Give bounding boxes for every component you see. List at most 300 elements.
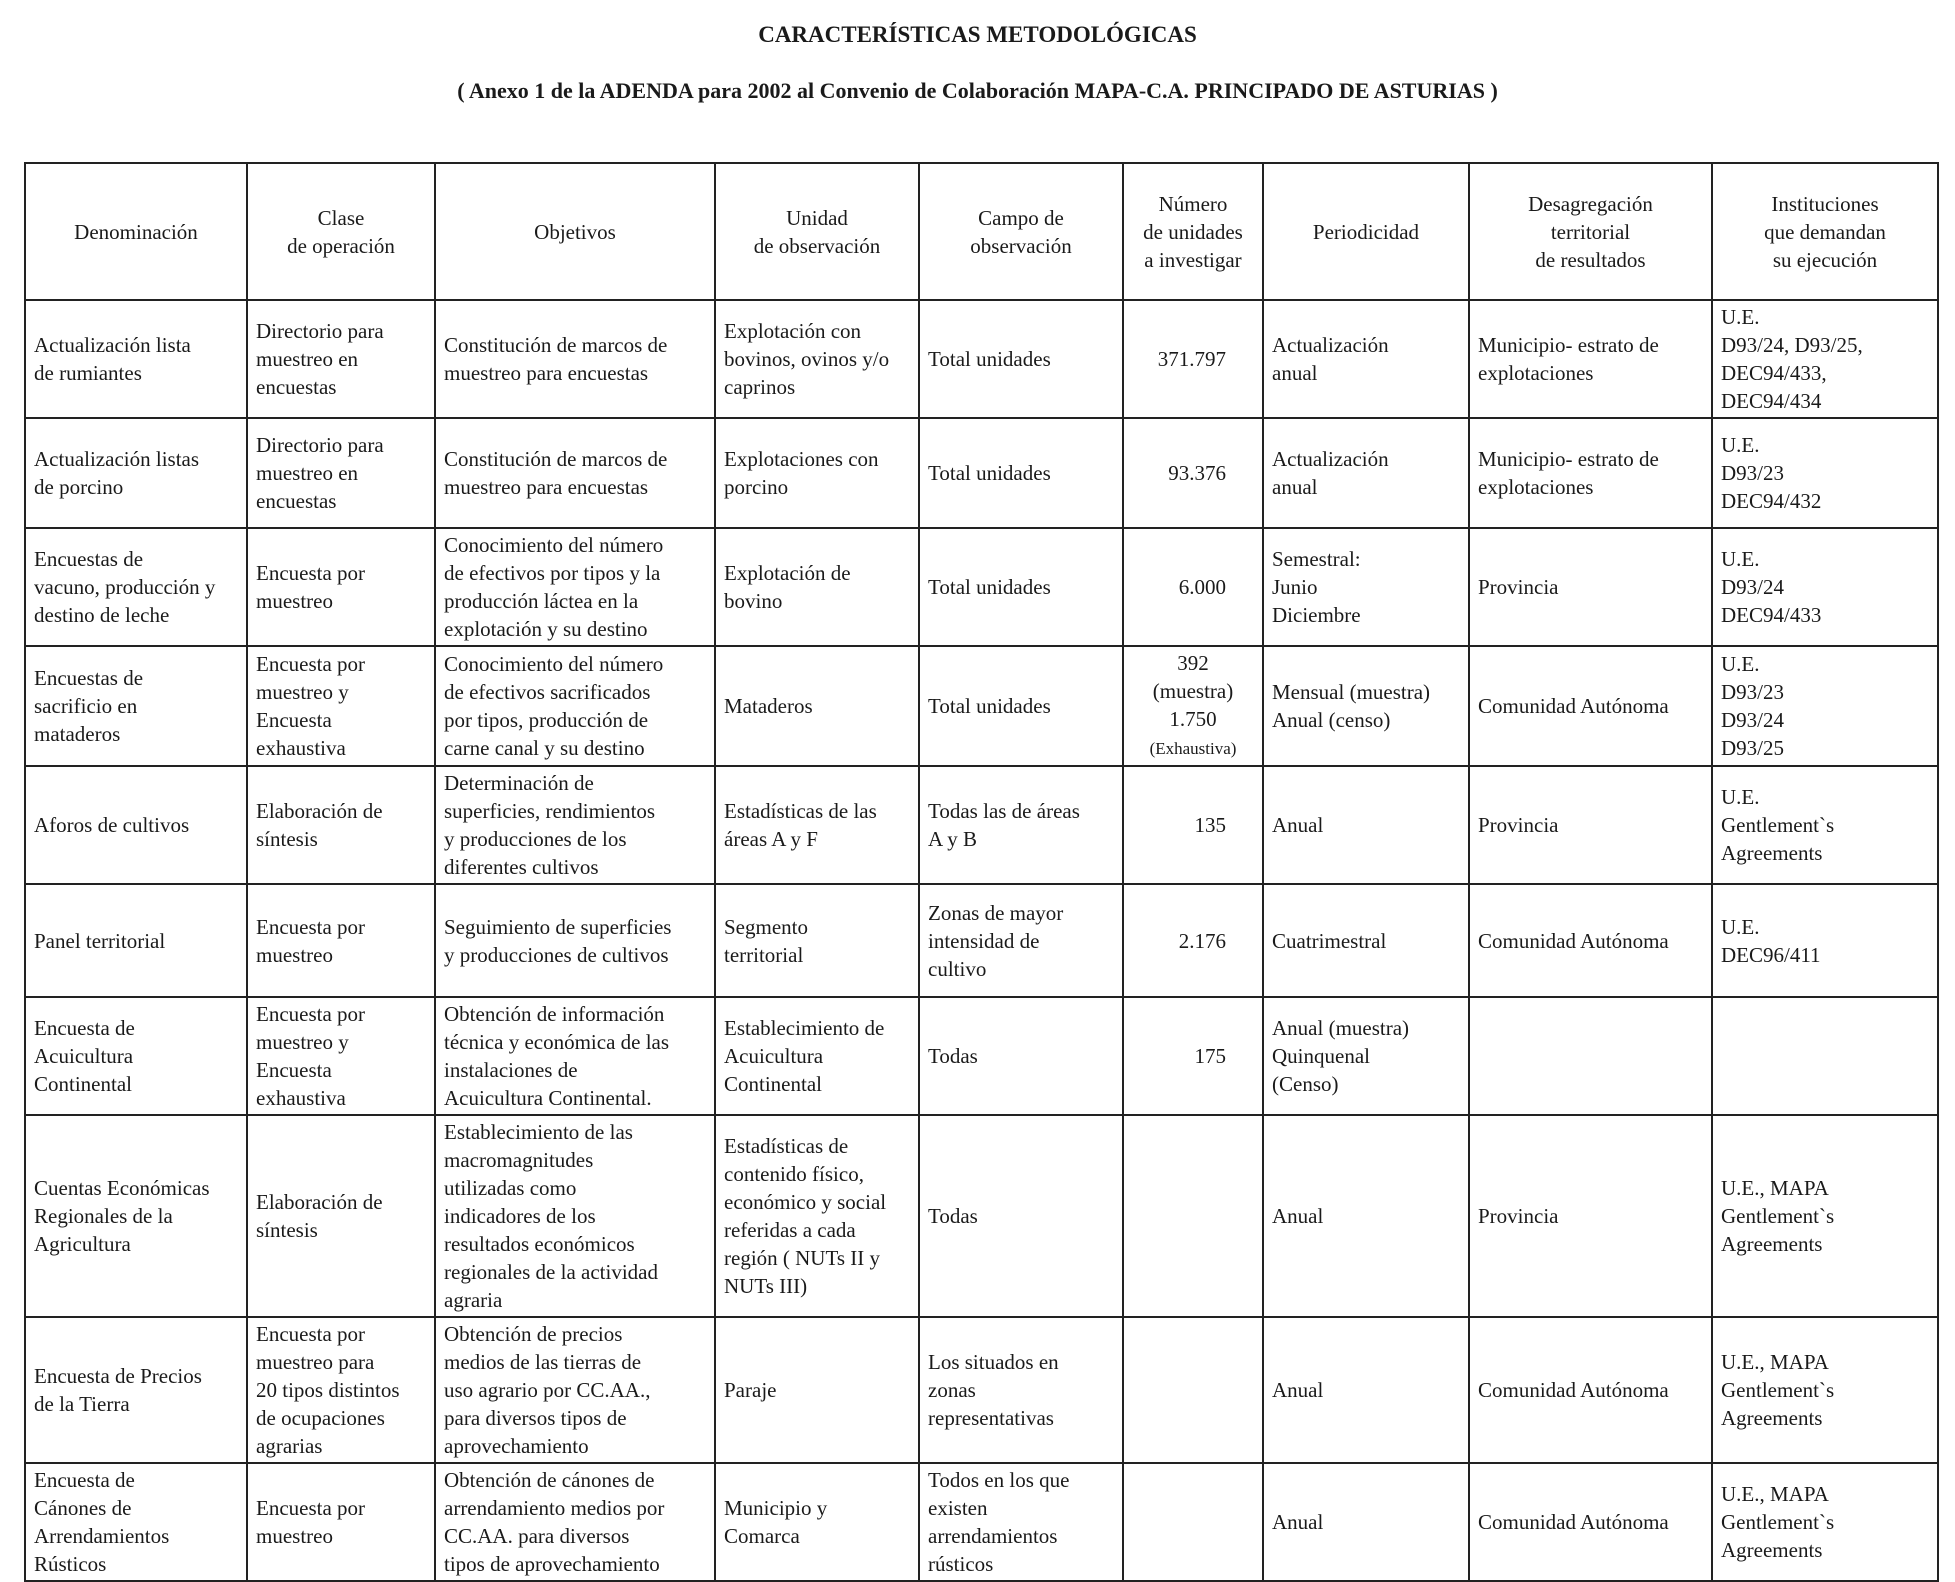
cell-line: 1.750 xyxy=(1169,707,1217,731)
column-header-unidad xyxy=(715,163,919,300)
table-row xyxy=(25,1317,1938,1463)
cell-line: que demandan xyxy=(1764,219,1886,244)
cell-line: D93/23 xyxy=(1721,680,1784,704)
cell-line: DEC94/432 xyxy=(1721,489,1822,513)
column-header-periodicidad xyxy=(1263,163,1469,300)
cell-line: Cuentas Económicas xyxy=(34,1176,210,1200)
cell-clase xyxy=(247,766,435,884)
cell-line: Gentlement`s xyxy=(1721,813,1835,837)
cell-line: bovinos, ovinos y/o xyxy=(724,347,890,371)
cell-line: Municipio y xyxy=(724,1496,828,1520)
cell-line: muestreo y xyxy=(256,680,349,704)
cell-instituciones xyxy=(1712,884,1938,997)
cell-line: encuestas xyxy=(256,489,337,513)
cell-line: para diversos tipos de xyxy=(444,1406,627,1430)
cell-line: agraria xyxy=(444,1288,503,1312)
cell-line: región ( NUTs II y xyxy=(724,1246,880,1270)
table-row xyxy=(25,1463,1938,1581)
cell-line: de observación xyxy=(753,233,881,258)
cell-line: Actualización xyxy=(1272,447,1389,471)
cell-line: áreas A y F xyxy=(724,827,818,851)
cell-campo xyxy=(919,528,1123,646)
cell-line: Gentlement`s xyxy=(1721,1510,1835,1534)
cell-line: Instituciones xyxy=(1771,191,1879,216)
cell-line: utilizadas como xyxy=(444,1176,577,1200)
cell-line: encuestas xyxy=(256,375,337,399)
cell-line: Semestral: xyxy=(1272,547,1361,571)
cell-line: U.E., MAPA xyxy=(1721,1482,1829,1506)
cell-line: Actualización lista xyxy=(34,333,191,357)
cell-line: 20 tipos distintos xyxy=(256,1378,400,1402)
cell-line: representativas xyxy=(928,1406,1054,1430)
cell-line: Gentlement`s xyxy=(1721,1204,1835,1228)
cell-line: medios de las tierras de xyxy=(444,1350,642,1374)
cell-line: a investigar xyxy=(1144,247,1242,272)
cell-line: DEC94/433, xyxy=(1721,361,1827,385)
cell-campo xyxy=(919,418,1123,528)
cell-line: muestreo xyxy=(256,1524,333,1548)
cell-line: Objetivos xyxy=(534,219,616,244)
table-row xyxy=(25,418,1938,528)
cell-line: instalaciones de xyxy=(444,1058,578,1082)
cell-line: Diciembre xyxy=(1272,603,1361,627)
cell-unidad xyxy=(715,646,919,766)
cell-line: Denominación xyxy=(74,219,198,244)
cell-denominacion xyxy=(25,528,247,646)
cell-line: DEC94/434 xyxy=(1721,389,1822,413)
cell-line: Estadísticas de xyxy=(724,1134,849,1158)
cell-line: macromagnitudes xyxy=(444,1148,594,1172)
cell-line: U.E. xyxy=(1721,547,1760,571)
cell-line: Desagregación xyxy=(1528,191,1653,216)
cell-line: Total unidades xyxy=(928,347,1051,371)
table-row xyxy=(25,300,1938,418)
cell-periodicidad xyxy=(1263,528,1469,646)
cell-line: Acuicultura xyxy=(724,1044,824,1068)
cell-line: U.E., MAPA xyxy=(1721,1350,1829,1374)
cell-line: Total unidades xyxy=(928,575,1051,599)
table-row xyxy=(25,528,1938,646)
cell-line: bovino xyxy=(724,589,783,613)
cell-line: Municipio- estrato de xyxy=(1478,333,1659,357)
cell-line: Mensual (muestra) xyxy=(1272,680,1431,704)
cell-instituciones xyxy=(1712,766,1938,884)
cell-line: uso agrario por CC.AA., xyxy=(444,1378,651,1402)
cell-line: Encuesta de xyxy=(34,1016,135,1040)
cell-line: Elaboración de xyxy=(256,1190,383,1214)
cell-line: Establecimiento de xyxy=(724,1016,885,1040)
cell-instituciones xyxy=(1712,997,1938,1115)
cell-line: Comarca xyxy=(724,1524,800,1548)
cell-denominacion xyxy=(25,300,247,418)
cell-line: D93/25 xyxy=(1721,736,1784,760)
cell-clase xyxy=(247,1317,435,1463)
cell-line: Todas xyxy=(928,1204,978,1228)
cell-line: Establecimiento de las xyxy=(444,1120,633,1144)
cell-instituciones xyxy=(1712,1115,1938,1317)
cell-line: Encuesta por xyxy=(256,1496,366,1520)
cell-line: Constitución de marcos de xyxy=(444,333,668,357)
cell-line: Todos en los que xyxy=(928,1468,1070,1492)
cell-desagregacion xyxy=(1469,418,1712,528)
cell-line: Actualización listas xyxy=(34,447,200,471)
cell-line: Continental xyxy=(724,1072,822,1096)
cell-line: superficies, rendimientos xyxy=(444,799,656,823)
cell-line: de ocupaciones xyxy=(256,1406,385,1430)
cell-line: NUTs III) xyxy=(724,1274,808,1298)
cell-line: 392 xyxy=(1177,651,1209,675)
cell-line: U.E. xyxy=(1721,305,1760,329)
cell-instituciones xyxy=(1712,528,1938,646)
cell-campo xyxy=(919,997,1123,1115)
cell-line: de efectivos por tipos y la xyxy=(444,561,661,585)
cell-line: síntesis xyxy=(256,827,318,851)
cell-line: y producciones de cultivos xyxy=(444,942,669,967)
cell-line: vacuno, producción y xyxy=(34,575,216,599)
cell-line: Quinquenal xyxy=(1272,1044,1370,1068)
cell-line: CC.AA. para diversos xyxy=(444,1524,630,1548)
cell-line: Comunidad Autónoma xyxy=(1478,1510,1669,1534)
cell-line: Clase xyxy=(317,205,365,230)
cell-unidad xyxy=(715,884,919,997)
cell-line: Los situados en xyxy=(928,1350,1059,1374)
cell-line: intensidad de xyxy=(928,928,1040,953)
cell-objetivos xyxy=(435,418,715,528)
cell-campo xyxy=(919,646,1123,766)
cell-line: Junio xyxy=(1272,575,1318,599)
cell-unidad xyxy=(715,300,919,418)
cell-line: anual xyxy=(1272,361,1318,385)
cell-line: mataderos xyxy=(34,722,121,746)
cell-line: Encuesta por xyxy=(256,561,366,585)
cell-line: de operación xyxy=(287,233,395,258)
cell-line: Panel territorial xyxy=(34,928,166,953)
cell-clase xyxy=(247,300,435,418)
cell-line: Determinación de xyxy=(444,771,594,795)
cell-numero xyxy=(1123,300,1263,418)
cell-line: Mataderos xyxy=(724,694,813,718)
cell-line: muestreo en xyxy=(256,461,359,485)
cell-line: U.E. xyxy=(1721,652,1760,676)
cell-desagregacion xyxy=(1469,300,1712,418)
cell-line: explotaciones xyxy=(1478,361,1594,385)
cell-line: Encuestas de xyxy=(34,547,144,571)
cell-line: Explotaciones con xyxy=(724,447,879,471)
cell-campo xyxy=(919,1463,1123,1581)
cell-line: existen xyxy=(928,1496,988,1520)
cell-line: Obtención de información xyxy=(444,1002,665,1026)
cell-line: aprovechamiento xyxy=(444,1434,589,1458)
cell-objetivos xyxy=(435,1317,715,1463)
cell-desagregacion xyxy=(1469,528,1712,646)
cell-line: Acuicultura xyxy=(34,1044,134,1068)
cell-numero xyxy=(1123,528,1263,646)
cell-line: Encuesta por xyxy=(256,914,366,939)
cell-line: exhaustiva xyxy=(256,736,346,760)
cell-line: observación xyxy=(970,233,1072,258)
cell-line: A y B xyxy=(928,827,978,851)
cell-line: DEC96/411 xyxy=(1721,942,1821,967)
cell-line: Unidad xyxy=(786,205,848,230)
cell-line: Total unidades xyxy=(928,694,1051,718)
cell-line: Conocimiento del número xyxy=(444,652,664,676)
cell-line: Continental xyxy=(34,1072,132,1096)
cell-line: Regionales de la xyxy=(34,1204,173,1228)
cell-line: D93/23 xyxy=(1721,461,1784,485)
cell-line: 2.176 xyxy=(1178,928,1226,953)
cell-objetivos xyxy=(435,1463,715,1581)
cell-line: rústicos xyxy=(928,1552,994,1576)
cell-desagregacion xyxy=(1469,766,1712,884)
cell-line: Provincia xyxy=(1478,813,1559,837)
cell-numero xyxy=(1123,1463,1263,1581)
cell-denominacion xyxy=(25,1317,247,1463)
cell-line: porcino xyxy=(724,475,789,499)
cell-line: Encuesta por xyxy=(256,1322,366,1346)
cell-line: Comunidad Autónoma xyxy=(1478,928,1669,953)
cell-line: Anual xyxy=(1272,1510,1324,1534)
cell-unidad xyxy=(715,1115,919,1317)
cell-desagregacion xyxy=(1469,997,1712,1115)
cell-denominacion xyxy=(25,418,247,528)
cell-line: síntesis xyxy=(256,1218,318,1242)
cell-periodicidad xyxy=(1263,997,1469,1115)
page-title: CARACTERÍSTICAS METODOLÓGICAS xyxy=(758,22,1197,47)
cell-numero xyxy=(1123,1317,1263,1463)
cell-line: Paraje xyxy=(724,1378,777,1402)
cell-periodicidad xyxy=(1263,884,1469,997)
cell-line: Periodicidad xyxy=(1312,219,1420,244)
cell-line: Actualización xyxy=(1272,333,1389,357)
cell-line: muestreo xyxy=(256,942,333,967)
cell-objetivos xyxy=(435,300,715,418)
cell-clase xyxy=(247,646,435,766)
cell-line: Obtención de cánones de xyxy=(444,1468,655,1492)
cell-line: Estadísticas de las xyxy=(724,799,877,823)
cell-line: Cuatrimestral xyxy=(1272,928,1387,953)
cell-line: Conocimiento del número xyxy=(444,533,664,557)
cell-line: Cánones de xyxy=(34,1496,132,1520)
cell-line: de la Tierra xyxy=(34,1392,130,1416)
cell-line: Constitución de marcos de xyxy=(444,447,668,471)
cell-line: muestreo y xyxy=(256,1030,349,1054)
cell-line: sacrificio en xyxy=(34,694,138,718)
cell-line: Gentlement`s xyxy=(1721,1378,1835,1402)
cell-line: territorial xyxy=(1550,219,1631,244)
cell-line: muestreo para encuestas xyxy=(444,475,649,499)
table-row xyxy=(25,646,1938,766)
cell-line: carne canal y su destino xyxy=(444,736,645,760)
cell-line: de efectivos sacrificados xyxy=(444,680,651,704)
cell-clase xyxy=(247,884,435,997)
cell-line: 371.797 xyxy=(1157,347,1226,371)
cell-line: Elaboración de xyxy=(256,799,383,823)
cell-line: cultivo xyxy=(928,956,987,981)
table-row xyxy=(25,766,1938,884)
cell-line: Encuesta por xyxy=(256,652,366,676)
cell-campo xyxy=(919,884,1123,997)
cell-clase xyxy=(247,418,435,528)
cell-objetivos xyxy=(435,766,715,884)
cell-line: Directorio para xyxy=(256,433,384,457)
cell-line: Comunidad Autónoma xyxy=(1478,694,1669,718)
cell-periodicidad xyxy=(1263,418,1469,528)
cell-line: Anual (muestra) xyxy=(1272,1016,1410,1040)
cell-desagregacion xyxy=(1469,1317,1712,1463)
cell-line: económico y social xyxy=(724,1190,887,1214)
cell-line: Anual xyxy=(1272,813,1324,837)
cell-line: Encuesta xyxy=(256,1058,332,1082)
cell-line: de unidades xyxy=(1143,219,1243,244)
cell-line: Encuestas de xyxy=(34,666,144,690)
cell-unidad xyxy=(715,1317,919,1463)
cell-line: Municipio- estrato de xyxy=(1478,447,1659,471)
cell-line: D93/24 xyxy=(1721,575,1784,599)
cell-line: Todas xyxy=(928,1044,978,1068)
cell-line: y producciones de los xyxy=(444,827,627,851)
cell-line: contenido físico, xyxy=(724,1162,864,1186)
cell-line: (Censo) xyxy=(1272,1072,1339,1096)
cell-line: Arrendamientos xyxy=(34,1524,170,1548)
cell-line: Provincia xyxy=(1478,575,1559,599)
column-header-instituciones xyxy=(1712,163,1938,300)
cell-campo xyxy=(919,300,1123,418)
cell-line: Acuicultura Continental. xyxy=(444,1086,652,1110)
cell-numero xyxy=(1123,1115,1263,1317)
table-header-row xyxy=(25,163,1938,300)
cell-line: Anual (censo) xyxy=(1272,708,1391,732)
cell-line: Encuesta xyxy=(256,708,332,732)
cell-clase xyxy=(247,1115,435,1317)
cell-unidad xyxy=(715,418,919,528)
cell-line: Rústicos xyxy=(34,1552,107,1576)
cell-line: Campo de xyxy=(978,205,1064,230)
cell-line: Aforos de cultivos xyxy=(34,813,190,837)
cell-periodicidad xyxy=(1263,300,1469,418)
cell-campo xyxy=(919,766,1123,884)
cell-line: D93/24, D93/25, xyxy=(1721,333,1863,357)
cell-line: Agreements xyxy=(1721,841,1823,865)
column-header-objetivos xyxy=(435,163,715,300)
methodology-table xyxy=(24,162,1939,1582)
cell-line: de porcino xyxy=(34,475,124,499)
cell-instituciones xyxy=(1712,300,1938,418)
cell-desagregacion xyxy=(1469,884,1712,997)
cell-line: muestreo en xyxy=(256,347,359,371)
cell-line: muestreo para encuestas xyxy=(444,361,649,385)
cell-line: Encuesta por xyxy=(256,1002,366,1026)
cell-line: U.E. xyxy=(1721,914,1760,939)
cell-line: (muestra) xyxy=(1152,679,1234,703)
cell-line: Explotación de xyxy=(724,561,851,585)
cell-denominacion xyxy=(25,884,247,997)
cell-denominacion xyxy=(25,1463,247,1581)
cell-line: Zonas de mayor xyxy=(928,900,1064,925)
cell-clase xyxy=(247,997,435,1115)
cell-desagregacion xyxy=(1469,646,1712,766)
cell-line: zonas xyxy=(928,1378,976,1402)
cell-objetivos xyxy=(435,884,715,997)
cell-numero xyxy=(1123,418,1263,528)
cell-line: Agreements xyxy=(1721,1232,1823,1256)
cell-line: resultados económicos xyxy=(444,1232,635,1256)
cell-line: técnica y económica de las xyxy=(444,1030,670,1054)
cell-line: Agreements xyxy=(1721,1406,1823,1430)
cell-line: caprinos xyxy=(724,375,796,399)
cell-line: diferentes cultivos xyxy=(444,855,599,879)
cell-denominacion xyxy=(25,1115,247,1317)
cell-line: anual xyxy=(1272,475,1318,499)
cell-periodicidad xyxy=(1263,1115,1469,1317)
cell-line: explotación y su destino xyxy=(444,617,648,641)
cell-instituciones xyxy=(1712,1463,1938,1581)
cell-line: territorial xyxy=(724,942,804,967)
cell-line: por tipos, producción de xyxy=(444,708,649,732)
cell-numero xyxy=(1123,997,1263,1115)
cell-objetivos xyxy=(435,528,715,646)
cell-line: tipos de aprovechamiento xyxy=(444,1552,660,1576)
cell-line: 6.000 xyxy=(1178,575,1226,599)
cell-line: Anual xyxy=(1272,1204,1324,1228)
cell-numero xyxy=(1123,646,1263,766)
cell-desagregacion xyxy=(1469,1115,1712,1317)
cell-denominacion xyxy=(25,766,247,884)
cell-line: Encuesta de xyxy=(34,1468,135,1492)
cell-line: de rumiantes xyxy=(34,361,142,385)
cell-line: Total unidades xyxy=(928,461,1051,485)
cell-campo xyxy=(919,1317,1123,1463)
cell-note: (Exhaustiva) xyxy=(1149,739,1237,758)
cell-instituciones xyxy=(1712,418,1938,528)
cell-denominacion xyxy=(25,646,247,766)
cell-line: D93/24 xyxy=(1721,708,1784,732)
cell-objetivos xyxy=(435,997,715,1115)
cell-line: Todas las de áreas xyxy=(928,799,1080,823)
cell-line: Seguimiento de superficies xyxy=(444,914,672,939)
cell-instituciones xyxy=(1712,646,1938,766)
cell-line: U.E. xyxy=(1721,785,1760,809)
cell-line: muestreo xyxy=(256,589,333,613)
cell-line: 135 xyxy=(1194,813,1226,837)
cell-line: Segmento xyxy=(724,914,808,939)
cell-periodicidad xyxy=(1263,646,1469,766)
cell-line: Explotación con xyxy=(724,319,862,343)
cell-line: 175 xyxy=(1194,1044,1226,1068)
column-header-campo xyxy=(919,163,1123,300)
cell-line: Anual xyxy=(1272,1378,1324,1402)
cell-line: explotaciones xyxy=(1478,475,1594,499)
cell-line: U.E., MAPA xyxy=(1721,1176,1829,1200)
page-subtitle: ( Anexo 1 de la ADENDA para 2002 al Convenio de Colaboración MAPA-C.A. PRINCIPADO DE ASTURIAS ) xyxy=(457,78,1498,103)
cell-campo xyxy=(919,1115,1123,1317)
cell-line: DEC94/433 xyxy=(1721,603,1822,627)
cell-line: Número xyxy=(1158,191,1228,216)
cell-numero xyxy=(1123,884,1263,997)
cell-periodicidad xyxy=(1263,766,1469,884)
cell-line: muestreo para xyxy=(256,1350,375,1374)
cell-line: de resultados xyxy=(1535,247,1646,272)
cell-line: Encuesta de Precios xyxy=(34,1364,202,1388)
cell-line: Agreements xyxy=(1721,1538,1823,1562)
cell-denominacion xyxy=(25,997,247,1115)
cell-clase xyxy=(247,528,435,646)
cell-unidad xyxy=(715,1463,919,1581)
cell-desagregacion xyxy=(1469,1463,1712,1581)
cell-line: Agricultura xyxy=(34,1232,131,1256)
cell-line: producción láctea en la xyxy=(444,589,639,613)
cell-objetivos xyxy=(435,646,715,766)
cell-periodicidad xyxy=(1263,1463,1469,1581)
